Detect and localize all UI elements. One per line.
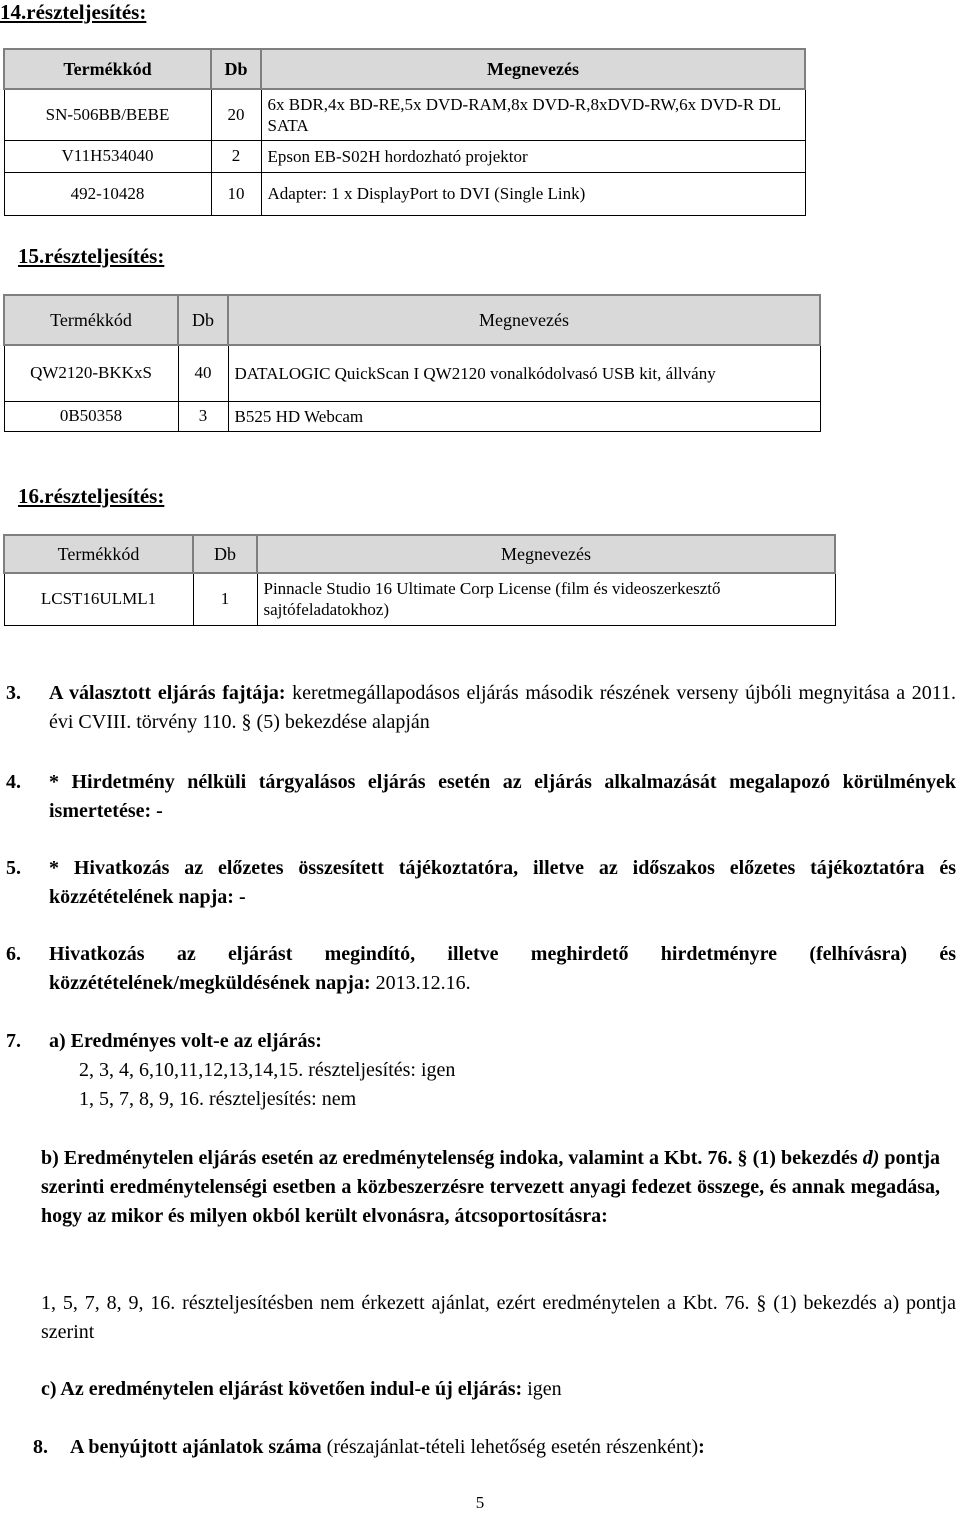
- header-description: Megnevezés: [228, 295, 820, 345]
- item-8-text: (részajánlat-tételi lehetőség esetén részenként): [321, 1436, 699, 1458]
- item-8-number: 8.: [33, 1436, 48, 1458]
- product-description: 6x BDR,4x BD-RE,5x DVD-RAM,8x DVD-R,8xDVD-RW,6x DVD-R DL SATA: [261, 89, 805, 140]
- table-row: [4, 573, 835, 625]
- section-16-table: [3, 534, 836, 626]
- item-7b-label: b) Eredménytelen eljárás esetén az eredménytelenség indoka, valamint a Kbt. 76. § (1) bekezdés d) pontja szerinti eredménytelenségi esetben a közbeszerzésre tervezett anyagi fedezet összege, és annak megadása, hogy az mikor és milyen okból került elvonásra, átcsoportosításra:: [41, 1147, 940, 1227]
- product-description: Adapter: 1 x DisplayPort to DVI (Single Link): [261, 172, 805, 215]
- quantity: 2: [211, 140, 261, 172]
- product-code: LCST16ULML1: [4, 573, 193, 625]
- table-header-row: [4, 49, 805, 89]
- header-qty: Db: [193, 535, 257, 573]
- item-3: [49, 679, 956, 737]
- header-code: Termékkód: [4, 295, 178, 345]
- item-7b-text: 1, 5, 7, 8, 9, 16. részteljesítésben nem érkezett ajánlat, ezért eredménytelen a Kbt. 76. § (1) bekezdés a) pontja szerint: [41, 1292, 956, 1343]
- header-description: Megnevezés: [261, 49, 805, 89]
- product-code: 492-10428: [4, 172, 211, 215]
- item-5-number: 5.: [6, 857, 21, 879]
- product-code: QW2120-BKKxS: [4, 345, 178, 401]
- page-number: 5: [475, 1493, 485, 1512]
- table-row: [4, 345, 820, 401]
- quantity: 3: [178, 401, 228, 431]
- product-description: DATALOGIC QuickScan I QW2120 vonalkódolvasó USB kit, állvány: [228, 345, 820, 401]
- section-15-table: [3, 294, 821, 432]
- item-4-label: * Hirdetmény nélküli tárgyalásos eljárás esetén az eljárás alkalmazását megalapozó körülmények ismertetése: -: [49, 771, 956, 822]
- item-7c-label: c) Az eredménytelen eljárást követően indul-e új eljárás:: [41, 1378, 523, 1400]
- header-code: Termékkód: [4, 49, 211, 89]
- product-description: Pinnacle Studio 16 Ultimate Corp License (film és videoszerkesztő sajtófeladatokhoz): [257, 573, 835, 625]
- header-qty: Db: [211, 49, 261, 89]
- item-7c-text: igen: [522, 1378, 562, 1400]
- section-14-table: [3, 48, 806, 216]
- item-6-number: 6.: [6, 943, 21, 965]
- item-3-text: keretmegállapodásos eljárás második részének verseny újbóli megnyitása a 2011. évi CVIII. törvény 110. § (5) bekezdése alapján: [49, 682, 956, 733]
- product-description: B525 HD Webcam: [228, 401, 820, 431]
- quantity: 20: [211, 89, 261, 140]
- item-8: A benyújtott ajánlatok száma (részajánlat-tételi lehetőség esetén részenként):: [70, 1436, 705, 1458]
- item-7-number: 7.: [6, 1030, 21, 1052]
- table-header-row: [4, 535, 835, 573]
- item-6: [49, 940, 956, 998]
- item-6-label: Hivatkozás az eljárást megindító, illetve meghirdető hirdetményre (felhívásra) és közzétételének/megküldésének napja:: [49, 943, 956, 994]
- table-row: [4, 172, 805, 215]
- header-qty: Db: [178, 295, 228, 345]
- table-row: [4, 401, 820, 431]
- table-header-row: [4, 295, 820, 345]
- section-15-title: 15.részteljesítés:: [18, 244, 165, 268]
- table-row: [4, 89, 805, 140]
- item-6-text: 2013.12.16.: [370, 972, 471, 994]
- item-3-label: A választott eljárás fajtája:: [49, 682, 286, 704]
- item-5-label: * Hivatkozás az előzetes összesített tájékoztatóra, illetve az időszakos előzetes tájékoztatóra és közzétételének napja: -: [49, 857, 956, 908]
- item-7a-line1: 2, 3, 4, 6,10,11,12,13,14,15. részteljesítés: igen: [79, 1059, 456, 1081]
- item-7c: [41, 1375, 562, 1404]
- item-7a-label: a) Eredményes volt-e az eljárás:: [49, 1030, 322, 1052]
- quantity: 1: [193, 573, 257, 625]
- product-code: 0B50358: [4, 401, 178, 431]
- item-8-label: A benyújtott ajánlatok száma: [70, 1436, 322, 1458]
- item-3-number: 3.: [6, 682, 21, 704]
- product-code: V11H534040: [4, 140, 211, 172]
- quantity: 40: [178, 345, 228, 401]
- section-16-title: 16.részteljesítés:: [18, 484, 165, 508]
- item-7a-line2: 1, 5, 7, 8, 9, 16. részteljesítés: nem: [79, 1088, 357, 1110]
- product-code: SN-506BB/BEBE: [4, 89, 211, 140]
- header-code: Termékkód: [4, 535, 193, 573]
- item-4-number: 4.: [6, 771, 21, 793]
- product-description: Epson EB-S02H hordozható projektor: [261, 140, 805, 172]
- table-row: [4, 140, 805, 172]
- header-description: Megnevezés: [257, 535, 835, 573]
- section-14-title: 14.részteljesítés:: [0, 0, 147, 24]
- quantity: 10: [211, 172, 261, 215]
